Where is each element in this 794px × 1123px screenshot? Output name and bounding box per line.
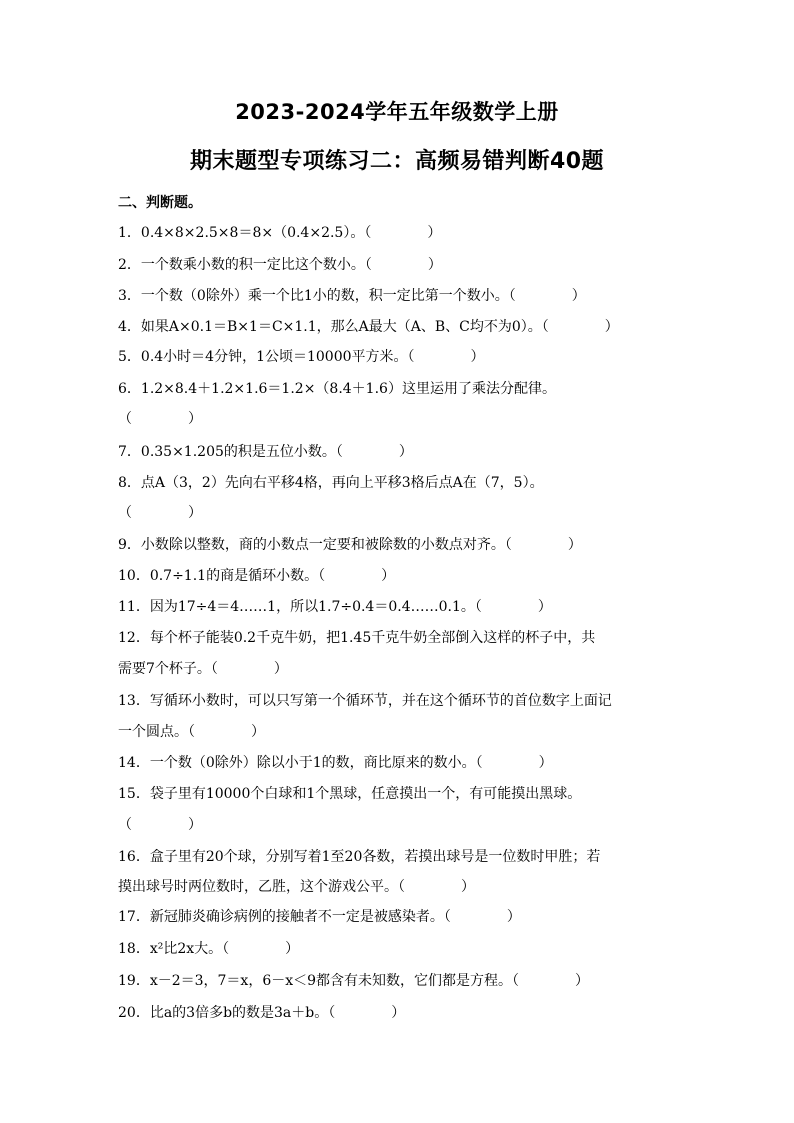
question-line: 19．x－2＝3，7＝x，6－x＜9都含有未知数，它们都是方程。（ ）: [118, 973, 590, 989]
question-line: 5．0.4小时＝4分钟，1公顷＝10000平方米。（ ）: [118, 349, 485, 365]
question-line: 9．小数除以整数，商的小数点一定要和被除数的小数点对齐。（ ）: [118, 537, 582, 553]
question-line: （ ）: [118, 505, 202, 521]
question-line: 17．新冠肺炎确诊病例的接触者不一定是被感染者。（ ）: [118, 909, 521, 925]
question-line: 18．x²比2x大。（ ）: [118, 941, 300, 957]
question-line: 需要7个杯子。（ ）: [118, 661, 288, 677]
question-line: 4．如果A×0.1＝B×1＝C×1.1，那么A最大（A、B、C均不为0）。（ ）: [118, 319, 619, 335]
question-line: 12．每个杯子能装0.2千克牛奶，把1.45千克牛奶全部倒入这样的杯子中，共: [118, 630, 596, 646]
question-line: 10．0.7÷1.1的商是循环小数。（ ）: [118, 568, 396, 584]
question-line: 3．一个数（0除外）乘一个比1小的数，积一定比第一个数小。（ ）: [118, 288, 586, 304]
section-heading: 二、判断题。: [118, 195, 202, 211]
question-line: 1．0.4×8×2.5×8＝8×（0.4×2.5）。（ ）: [118, 225, 442, 241]
question-line: 13．写循环小数时，可以只写第一个循环节，并在这个循环节的首位数字上面记: [118, 693, 612, 709]
question-line: 20．比a的3倍多b的数是3a＋b。（ ）: [118, 1005, 406, 1021]
title-line-2: 期末题型专项练习二：高频易错判断40题: [189, 149, 605, 174]
question-line: 8．点A（3，2）先向右平移4格，再向上平移3格后点A在（7，5）。: [118, 475, 544, 491]
question-line: 7．0.35×1.205的积是五位小数。（ ）: [118, 444, 413, 460]
question-line: 摸出球号时两位数时，乙胜，这个游戏公平。（ ）: [118, 879, 475, 895]
question-line: 15．袋子里有10000个白球和1个黑球，任意摸出一个，有可能摸出黑球。: [118, 786, 582, 802]
question-line: （ ）: [118, 411, 202, 427]
question-line: 一个圆点。（ ）: [118, 724, 265, 740]
question-line: 6．1.2×8.4＋1.2×1.6＝1.2×（8.4＋1.6）这里运用了乘法分配律。: [118, 381, 556, 397]
title-line-1: 2023-2024学年五年级数学上册: [235, 100, 559, 124]
question-line: 11．因为17÷4＝4……1，所以1.7÷0.4＝0.4……0.1。（ ）: [118, 599, 552, 615]
question-line: 2．一个数乘小数的积一定比这个数小。（ ）: [118, 257, 442, 273]
question-line: 14．一个数（0除外）除以小于1的数，商比原来的数小。（ ）: [118, 755, 553, 771]
question-line: 16．盒子里有20个球，分别写着1至20各数，若摸出球号是一位数时甲胜；若: [118, 849, 601, 865]
question-line: （ ）: [118, 817, 202, 833]
